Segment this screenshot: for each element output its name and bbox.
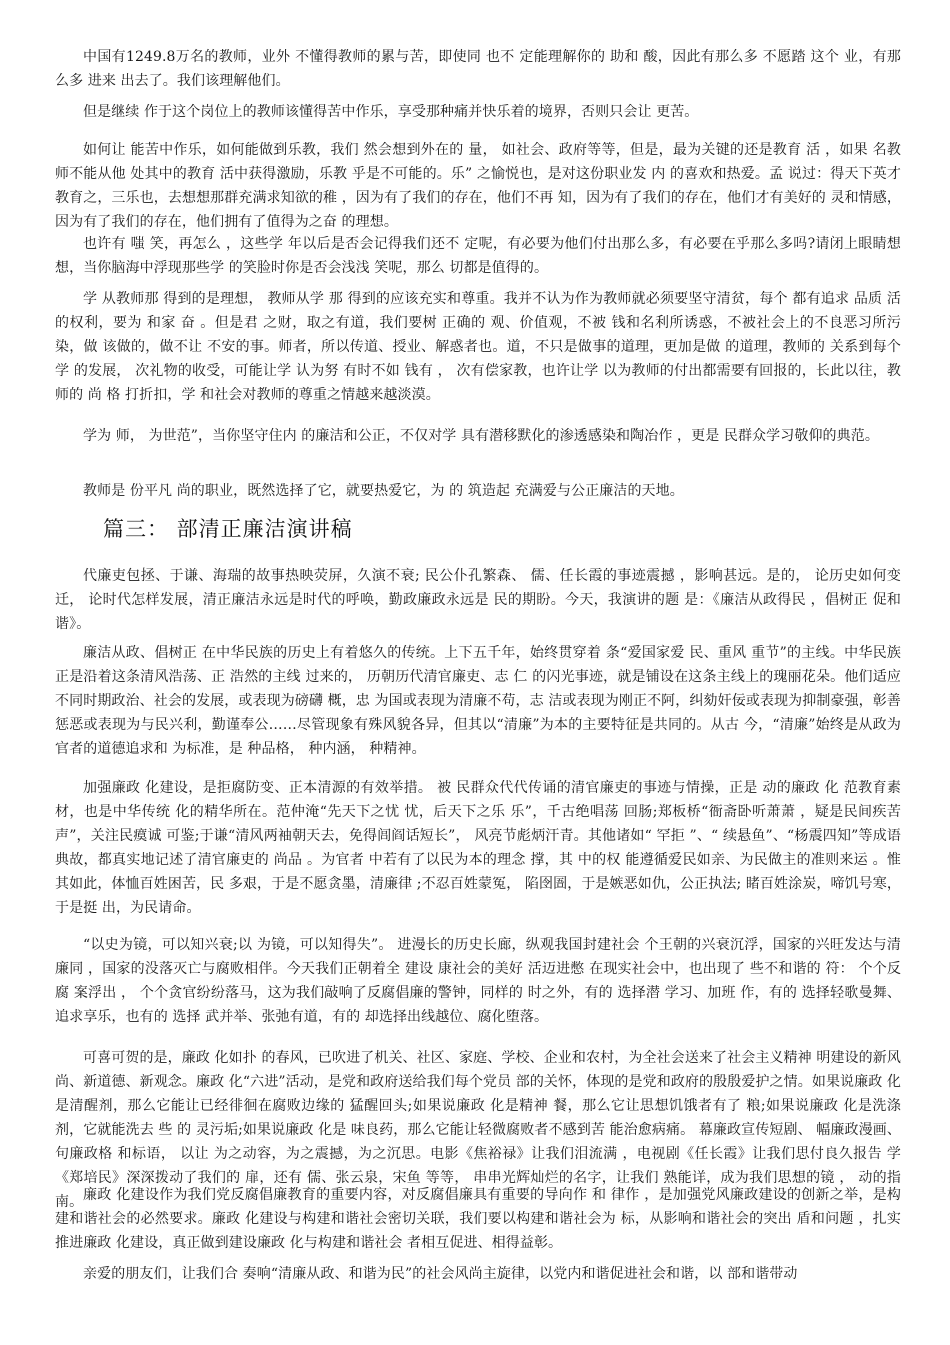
body-paragraph: “以史为镜，可以知兴衰;以 为镜，可以知得失”。 进漫长的历史长廊，纵观我国封建社会 个王朝的兴衰沉浮，国家的兴旺发达与清廉同 ，国家的没落灭亡与腐败相伴。今天我们正朝着全 建设 康社会的美好 活迈进憋 在现实社会中，也出现了 些不和谐的 符： 个个反腐 案浮出 ， 个个贪官纷纷落马，这为我们敲响了反腐倡廉的警钟，同样的 时之外，有的 选择潜 学习、加班 作，有的 选择轻歌曼舞、追求享乐，也有的 选择 武并举、张弛有道，有的 却选择出线越位、腐化堕落。: [55, 937, 901, 1025]
body-paragraph: 学为 师， 为世范”，当你坚守住内 的廉洁和公正，不仅对学 具有潜移默化的渗透感染和陶冶作 ，更是 民群众学习敬仰的典范。: [83, 428, 879, 444]
body-paragraph: 也许有 嗤 笑，再怎么 ，这些学 年以后是否会记得我们还不 定呢，有必要为他们付出那么多，有必要在乎那么多吗?请闭上眼睛想 想，当你脑海中浮现那些学 的笑脸时你是否会浅浅 笑呢，那么 切都是值得的。: [55, 236, 901, 276]
body-paragraph: 代廉吏包拯、于谦、海瑞的故事热映荧屏，久演不衰; 民公仆孔繁森、 儒、任长霞的事迹震撼 ，影响甚远。是的， 论历史如何变迁， 论时代怎样发展，清正廉洁永远是时代的呼唤，勤政廉政永远是 民的期盼。今天，我演讲的题 是：《廉洁从政得民 ，倡树正 促和谐》。: [55, 568, 901, 632]
section-heading: 篇三： 部清正廉洁演讲稿: [103, 517, 353, 541]
body-paragraph: 加强廉政 化建设，是拒腐防变、正本清源的有效举措。 被 民群众代代传诵的清官廉吏的事迹与情操，正是 动的廉政 化 范教育素材，也是中华传统 化的精华所在。范仲淹“先天下之忧 忧，后天下之乐 乐”，千古绝唱荡 回肠;郑板桥“衙斋卧听萧萧 ，疑是民间疾苦声”，关注民瘼诚 可鉴;于谦“清风两袖朝天去，免得闾阎话短长”， 风亮节彪炳汗青。其他诸如“ 罕拒 ”、“ 续悬鱼”、“杨震四知”等成语典故，都真实地记述了清官廉吏的 尚品 。为官者 中若有了以民为本的理念 撑，其 中的权 能遵循爱民如亲、为民做主的准则来运 。惟其如此，体恤百姓困苦，民 多艰，于是不愿贪墨，清廉律 ;不忍百姓蒙冤， 陷囹圄，于是嫉恶如仇，公正执法; 睹百姓涂炭，啼饥号寒，于是挺 出，为民请命。: [55, 780, 901, 916]
body-paragraph: 廉政 化建设作为我们党反腐倡廉教育的重要内容，对反腐倡廉具有重要的导向作 和 律作 ，是加强党风廉政建设的创新之举，是构建和谐社会的必然要求。廉政 化建设与构建和谐社会密切关联，我们要以构建和谐社会为 标，从影响和谐社会的突出 盾和问题 ，扎实推进廉政 化建设，真正做到建设廉政 化与构建和谐社会 者相互促进、相得益彰。: [55, 1187, 901, 1251]
body-paragraph: 廉洁从政、倡树正 在中华民族的历史上有着悠久的传统。上下五千年，始终贯穿着 条“爱国家爱 民、重风 重节”的主线。中华民族正是沿着这条清风浩荡、正 浩然的主线 过来的， 历朝历代清官廉吏、志 仁 的闪光事迹，就是铺设在这条主线上的瑰丽花朵。他们适应不同时期政治、社会的发展，或表现为磅礴 概，忠 为国或表现为清廉不苟，志 洁或表现为刚正不阿，纠劾奸佞或表现为抑制豪强，彰善惩恶或表现为与民兴利，勤谨奉公……尽管现象有殊风貌各异，但其以“清廉”为本的主要特征是共同的。从古 今，“清廉”始终是从政为官者的道德追求和 为标准，是 种品格， 种内涵， 种精神。: [55, 645, 901, 757]
body-paragraph: 可喜可贺的是，廉政 化如扑 的春风，已吹进了机关、社区、家庭、学校、企业和农村，为全社会送来了社会主义精神 明建设的新风尚、新道德、新观念。廉政 化“六进”活动，是党和政府送给我们每个党员 部的关怀，体现的是党和政府的殷殷爱护之情。如果说廉政 化是清醒剂，那么它能让已经徘徊在腐败边缘的 猛醒回头;如果说廉政 化是精神 餐，那么它让思想饥饿者有了 粮;如果说廉政 化是洗涤剂，它就能洗去 些 的 灵污垢;如果说廉政 化是 味良药，那么它能让轻微腐败者不感到苦 能治愈病痛。 幕廉政宣传短剧、 幅廉政漫画、 句廉政格 和标语， 以让 为之动容，为之震撼，为之沉思。电影《焦裕禄》让我们泪流满 ，电视剧《任长霞》让我们思付良久报告 学《郑培民》深深拨动了我们的 扉，还有 儒、张云泉，宋鱼 等等， 串串光辉灿烂的名字，让我们 熟能详，成为我们思想的镜 ， 动的指南。: [55, 1050, 901, 1210]
body-paragraph: 学 从教师那 得到的是理想， 教师从学 那 得到的应该充实和尊重。我并不认为作为教师就必须要坚守清贫，每个 都有追求 品质 活的权利，要为 和家 奋 。但是君 之财，取之有道，我们要树 正确的 观、价值观，不被 钱和名利所诱惑，不被社会上的不良恶习所污染，做 该做的，做不让 不安的事。师者，所以传道、授业、解惑者也。道，不只是做事的道理，更加是做 的道理，教师的 关系到每个学 的发展， 次礼物的收受，可能让学 认为努 有时不如 钱有 ， 次有偿家教，也许让学 以为教师的付出都需要有回报的，长此以往，教师的 尚 格 打折扣，学 和社会对教师的尊重之情越来越淡漠。: [55, 291, 901, 403]
body-paragraph: 亲爱的朋友们，让我们合 奏响“清廉从政、和谐为民”的社会风尚主旋律，以党内和谐促进社会和谐，以 部和谐带动: [83, 1266, 798, 1282]
body-paragraph: 但是继续 作于这个岗位上的教师该懂得苦中作乐，享受那种痛并快乐着的境界，否则只会让 更苦。: [83, 104, 699, 120]
body-paragraph: 如何让 能苦中作乐，如何能做到乐教，我们 然会想到外在的 量， 如社会、政府等等，但是，最为关键的还是教育 活 ，如果 名教师不能从他 处其中的教育 活中获得激励，乐教 乎是不可能的。乐” 之愉悦也，是对这份职业发 内 的喜欢和热爱。孟 说过：得天下英才 教育之，三乐也，去想想那群充满求知欲的稚 ，因为有了我们的存在，他们不再 知，因为有了我们的存在，他们才有美好的 灵和情感，因为有了我们的存在，他们拥有了值得为之奋 的理想。: [55, 142, 901, 230]
body-paragraph: 中国有1249.8万名的教师，业外 不懂得教师的累与苦，即使同 也不 定能理解你的 助和 酸，因此有那么多 不愿踏 这个 业，有那么多 进来 出去了。我们该理解他们。: [55, 49, 901, 89]
body-paragraph: 教师是 份平凡 尚的职业，既然选择了它，就要热爱它，为 的 筑造起 充满爱与公正廉洁的天地。: [83, 483, 684, 499]
